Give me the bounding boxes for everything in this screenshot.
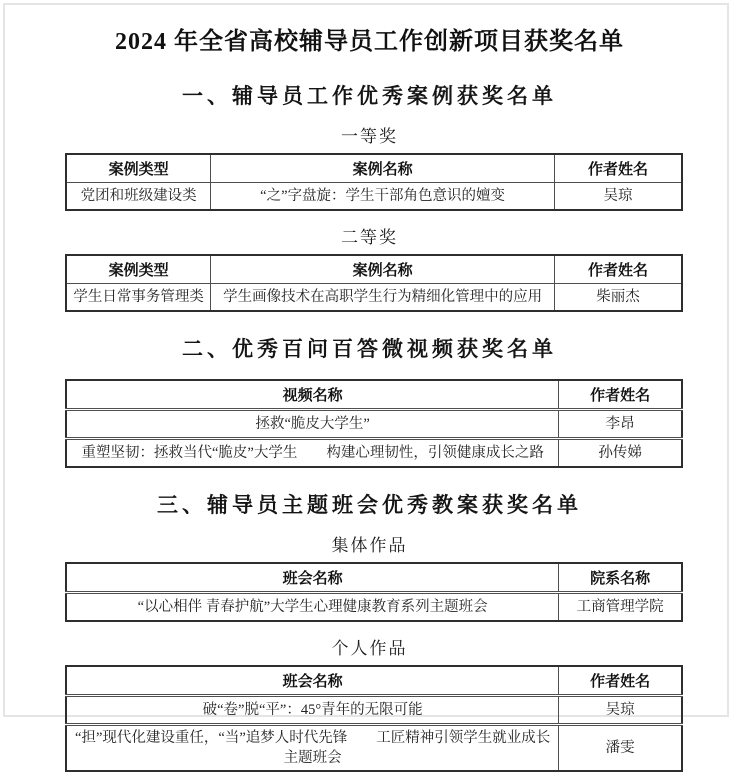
table-header-row [66,255,682,284]
prize-subtitle-first: 一等奖 [341,127,398,146]
table-header-row [66,154,682,183]
cell-class-meeting-name: “担”现代化建设重任，“当”追梦人时代先锋 工匠精神引领学生就业成长主题班会 [66,725,559,772]
header-case-type: 案例类型 [66,255,211,284]
table-header-row [66,666,682,696]
header-case-name: 案例名称 [211,154,555,183]
individual-works-table [65,665,683,772]
cell-author-name: 吴琼 [554,183,682,211]
table-row [66,725,682,772]
page-title: 2024 年全省高校辅导员工作创新项目获奖名单 [115,29,624,55]
cell-class-meeting-name: 破“卷”脱“平”：45°青年的无限可能 [66,696,559,725]
first-prize-table [65,153,683,211]
table-row [66,696,682,725]
table-header-row [66,563,682,593]
second-prize-table [65,254,683,312]
header-case-name: 案例名称 [211,255,555,284]
header-author-name: 作者姓名 [554,154,682,183]
section-class-meeting-awards [0,493,739,772]
cell-case-type: 学生日常事务管理类 [66,284,211,312]
group-subtitle-collective: 集体作品 [331,536,408,555]
cell-author-name: 吴琼 [559,696,682,725]
table-row [66,183,682,211]
header-department-name: 院系名称 [559,563,682,593]
header-class-meeting-name: 班会名称 [66,563,559,593]
table-row [66,284,682,312]
prize-subtitle-second: 二等奖 [341,228,398,247]
section-case-awards [0,84,739,312]
section-heading: 三、辅导员主题班会优秀教案获奖名单 [157,494,582,517]
cell-author-name: 潘雯 [559,725,682,772]
header-author-name: 作者姓名 [559,666,682,696]
cell-case-type: 党团和班级建设类 [66,183,211,211]
cell-case-name: “之”字盘旋：学生干部角色意识的嬗变 [211,183,555,211]
cell-author-name: 柴丽杰 [554,284,682,312]
table-header-row [66,380,682,410]
cell-case-name: 学生画像技术在高职学生行为精细化管理中的应用 [211,284,555,312]
cell-video-name: 拯救“脆皮大学生” [66,410,559,439]
cell-class-meeting-name: “以心相伴 青春护航”大学生心理健康教育系列主题班会 [66,593,559,622]
cell-author-name: 李昂 [559,410,682,439]
header-author-name: 作者姓名 [554,255,682,284]
cell-department-name: 工商管理学院 [559,593,682,622]
collective-works-table [65,562,683,622]
cell-video-name: 重塑坚韧：拯救当代“脆皮”大学生 构建心理韧性，引领健康成长之路 [66,439,559,468]
group-subtitle-individual: 个人作品 [331,639,408,658]
header-class-meeting-name: 班会名称 [66,666,559,696]
table-row [66,439,682,468]
section-heading: 二、优秀百问百答微视频获奖名单 [182,338,557,361]
table-row [66,593,682,622]
header-author-name: 作者姓名 [559,380,682,410]
header-video-name: 视频名称 [66,380,559,410]
header-case-type: 案例类型 [66,154,211,183]
cell-author-name: 孙传娣 [559,439,682,468]
section-video-awards [0,337,739,468]
section-heading: 一、辅导员工作优秀案例获奖名单 [182,85,557,108]
video-awards-table [65,379,683,468]
table-row [66,410,682,439]
